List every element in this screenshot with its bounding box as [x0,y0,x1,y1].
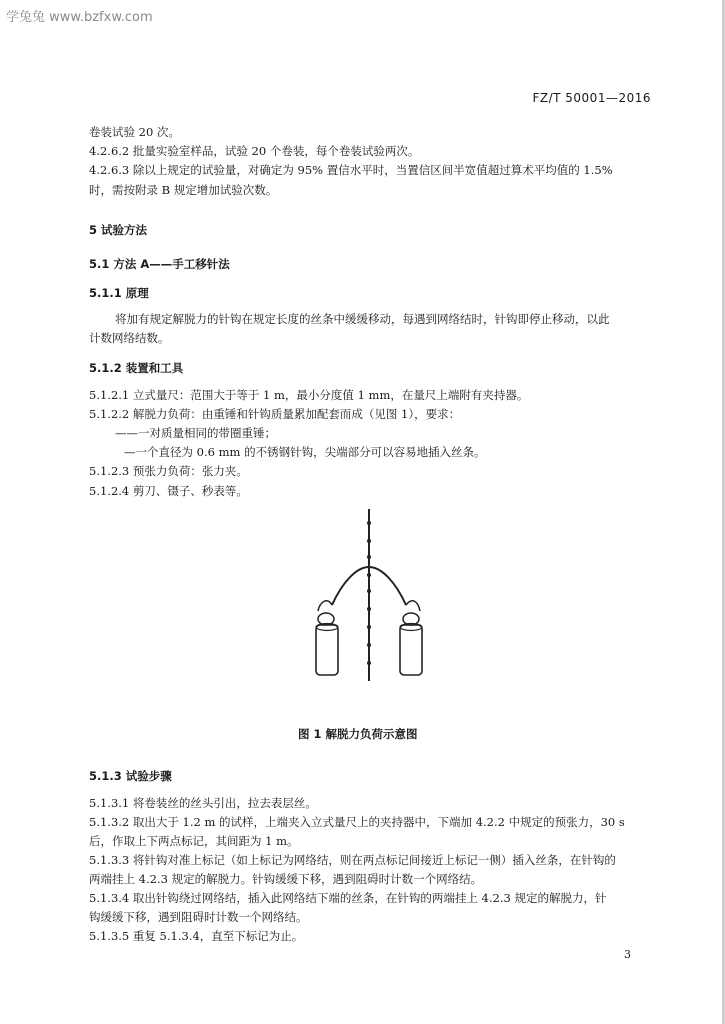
clause-5-1-3-4: 5.1.3.4 取出针钩绕过网络结，插入此网络结下端的丝条，在针钩的两端挂上 4.2.3 规定的解脱力，针 [89,891,607,905]
clause-5-1-2-2: 5.1.2.2 解脱力负荷：由重锤和针钩质量累加配套而成（见图 1），要求： [89,407,461,421]
section-5-1-heading: 5.1 方法 A——手工移针法 [89,257,230,271]
clause-5-1-3-5: 5.1.3.5 重复 5.1.3.4，直至下标记为止。 [89,929,304,943]
clause-5-1-3-2: 5.1.3.2 取出大于 1.2 m 的试样，上端夹入立式量尺上的夹持器中，下端加 4.2.2 中规定的预张力，30 s [89,815,625,829]
right-weight [400,601,422,675]
clause-4-2-6-2: 4.2.6.2 批量实验室样品，试验 20 个卷装，每个卷装试验两次。 [89,144,420,158]
clause-line: 时，需按附录 B 规定增加试验次数。 [89,183,278,197]
network-knots [367,521,371,665]
clause-4-2-6-3: 4.2.6.3 除以上规定的试验量，对确定为 95% 置信水平时，当置信区间半宽值超过算术平均值的 1.5% [89,163,613,177]
clause-5-1-2-4: 5.1.2.4 剪刀、镊子、秒表等。 [89,484,248,498]
figure-1-diagram [290,505,440,685]
principle-paragraph: 将加有规定解脱力的针钩在规定长度的丝条中缓缓移动，每遇到网络结时，针钩即停止移动，以此 [115,312,610,326]
clause-5-1-3-1: 5.1.3.1 将卷装丝的丝头引出，拉去表层丝。 [89,796,317,810]
page-number: 3 [624,948,631,961]
clause-5-1-2-3: 5.1.2.3 预张力负荷：张力夹。 [89,464,248,478]
section-5-1-2-heading: 5.1.2 装置和工具 [89,361,184,375]
clause-line: 两端挂上 4.2.3 规定的解脱力。针钩缓缓下移，遇到阻碍时计数一个网络结。 [89,872,483,886]
watermark: 学兔兔 www.bzfxw.com [6,10,153,25]
section-5-heading: 5 试验方法 [89,223,148,237]
list-item-hook: —一个直径为 0.6 mm 的不锈钢针钩，尖端部分可以容易地插入丝条。 [124,445,486,459]
section-5-1-1-heading: 5.1.1 原理 [89,286,149,300]
principle-paragraph-cont: 计数网络结数。 [89,331,170,345]
clause-line: 钩缓缓下移，遇到阻碍时计数一个网络结。 [89,910,308,924]
clause-5-1-3-3: 5.1.3.3 将针钩对准上标记（如上标记为网络结，则在两点标记间接近上标记一侧）插入丝条，在针钩的 [89,853,616,867]
clause-line: 后，作取上下两点标记，其间距为 1 m。 [89,834,299,848]
clause-line: 卷装试验 20 次。 [89,125,180,139]
standard-number: FZ/T 50001—2016 [532,91,651,105]
clause-5-1-2-1: 5.1.2.1 立式量尺：范围大于等于 1 m，最小分度值 1 mm，在量尺上端附有夹持器。 [89,388,529,402]
list-item-weights: ——一对质量相同的带圈重锤； [115,426,276,440]
figure-caption: 图 1 解脱力负荷示意图 [298,727,418,741]
section-5-1-3-heading: 5.1.3 试验步骤 [89,769,172,783]
left-weight [316,601,338,675]
